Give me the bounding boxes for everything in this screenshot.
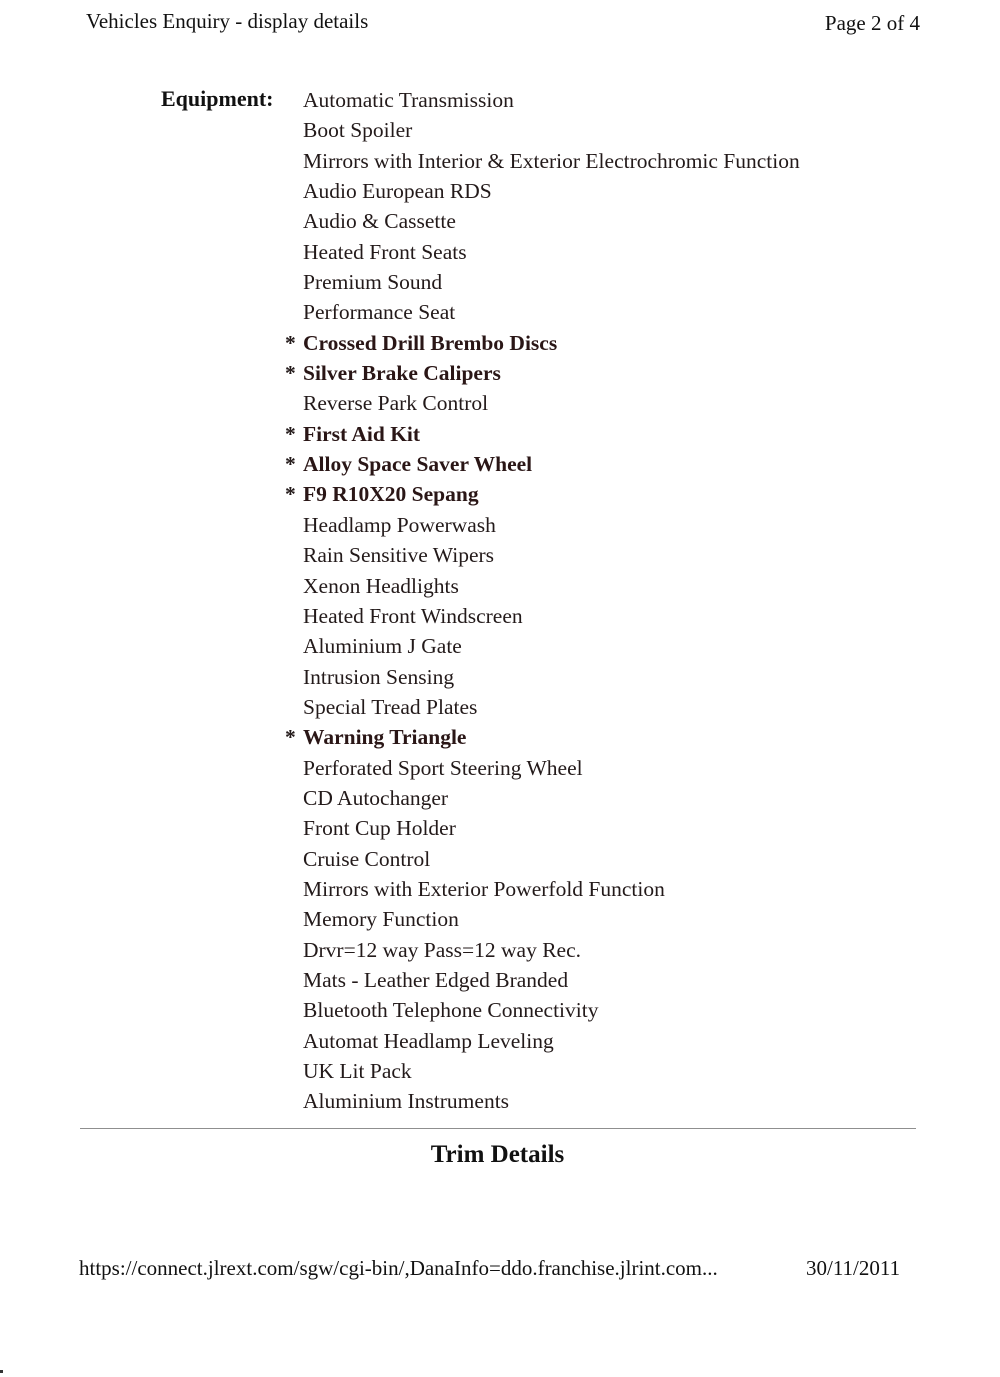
equipment-item <box>285 904 800 934</box>
equipment-item-name: First Aid Kit <box>303 421 421 446</box>
equipment-item-name: CD Autochanger <box>303 785 449 810</box>
equipment-item <box>285 631 800 661</box>
section-divider <box>80 1128 916 1129</box>
equipment-item-name: Front Cup Holder <box>303 816 456 841</box>
equipment-item-name: Heated Front Windscreen <box>303 603 523 628</box>
equipment-item <box>285 1056 800 1086</box>
equipment-item <box>285 813 800 843</box>
equipment-item <box>285 722 800 752</box>
equipment-item <box>285 510 800 540</box>
equipment-item-name: F9 R10X20 Sepang <box>303 482 479 507</box>
equipment-item-name: Silver Brake Calipers <box>303 361 501 386</box>
equipment-item-name: Mats - Leather Edged Branded <box>303 967 569 992</box>
equipment-item-name: Mirrors with Exterior Powerfold Function <box>303 876 665 901</box>
equipment-item <box>285 176 800 206</box>
equipment-item-name: Warning Triangle <box>303 725 467 750</box>
equipment-item-name: Memory Function <box>303 907 459 932</box>
equipment-item-name: Premium Sound <box>303 270 443 295</box>
equipment-item <box>285 479 800 509</box>
equipment-item-name: Bluetooth Telephone Connectivity <box>303 998 599 1023</box>
equipment-item <box>285 662 800 692</box>
equipment-item-name: Special Tread Plates <box>303 694 478 719</box>
equipment-item <box>285 237 800 267</box>
equipment-list <box>285 85 800 1117</box>
equipment-item <box>285 85 800 115</box>
equipment-item <box>285 935 800 965</box>
equipment-item <box>285 753 800 783</box>
equipment-item <box>285 995 800 1025</box>
equipment-item-name: Audio European RDS <box>303 179 492 204</box>
equipment-item-name: Xenon Headlights <box>303 573 459 598</box>
equipment-item <box>285 965 800 995</box>
equipment-item <box>285 1026 800 1056</box>
equipment-item-name: Audio & Cassette <box>303 209 456 234</box>
equipment-item-name: Cruise Control <box>303 846 431 871</box>
equipment-item-name: Rain Sensitive Wipers <box>303 543 495 568</box>
trim-details-heading: Trim Details <box>430 1141 565 1168</box>
equipment-item <box>285 692 800 722</box>
equipment-item <box>285 601 800 631</box>
equipment-item <box>285 206 800 236</box>
document-title: Vehicles Enquiry - display details <box>86 9 369 33</box>
equipment-item-name: Perforated Sport Steering Wheel <box>303 755 583 780</box>
equipment-item <box>285 388 800 418</box>
equipment-item-name: Performance Seat <box>303 300 456 325</box>
equipment-item-name: Reverse Park Control <box>303 391 489 416</box>
asterisk-marker: * <box>285 482 296 507</box>
equipment-label: Equipment: <box>161 86 274 111</box>
scan-artifact <box>0 1370 3 1373</box>
equipment-item <box>285 783 800 813</box>
equipment-item-name: Mirrors with Interior & Exterior Electrochromic Function <box>303 148 800 173</box>
equipment-item <box>285 540 800 570</box>
equipment-item-name: Headlamp Powerwash <box>303 512 496 537</box>
equipment-item <box>285 115 800 145</box>
equipment-item-name: Boot Spoiler <box>303 118 413 143</box>
equipment-item <box>285 146 800 176</box>
equipment-item-name: Crossed Drill Brembo Discs <box>303 330 558 355</box>
equipment-item <box>285 267 800 297</box>
equipment-item-name: Drvr=12 way Pass=12 way Rec. <box>303 937 582 962</box>
equipment-item <box>285 874 800 904</box>
footer-date: 30/11/2011 <box>806 1256 901 1280</box>
equipment-item <box>285 449 800 479</box>
asterisk-marker: * <box>285 330 296 355</box>
equipment-item <box>285 328 800 358</box>
asterisk-marker: * <box>285 452 296 477</box>
equipment-item <box>285 419 800 449</box>
equipment-item-name: Heated Front Seats <box>303 239 467 264</box>
equipment-item-name: Intrusion Sensing <box>303 664 455 689</box>
asterisk-marker: * <box>285 725 296 750</box>
page-number: Page 2 of 4 <box>824 11 920 35</box>
asterisk-marker: * <box>285 421 296 446</box>
footer-url: https://connect.jlrext.com/sgw/cgi-bin/,DanaInfo=ddo.franchise.jlrint.com... <box>79 1256 718 1280</box>
equipment-item-name: UK Lit Pack <box>303 1059 412 1083</box>
equipment-item-name: Aluminium Instruments <box>303 1089 510 1114</box>
asterisk-marker: * <box>285 361 296 386</box>
equipment-item <box>285 571 800 601</box>
equipment-item <box>285 1086 800 1116</box>
equipment-item-name: Automat Headlamp Leveling <box>303 1028 554 1053</box>
equipment-item-name: Alloy Space Saver Wheel <box>303 452 533 477</box>
equipment-item <box>285 844 800 874</box>
equipment-item <box>285 358 800 388</box>
equipment-item <box>285 297 800 327</box>
equipment-item-name: Automatic Transmission <box>303 88 514 112</box>
equipment-item-name: Aluminium J Gate <box>303 634 462 659</box>
